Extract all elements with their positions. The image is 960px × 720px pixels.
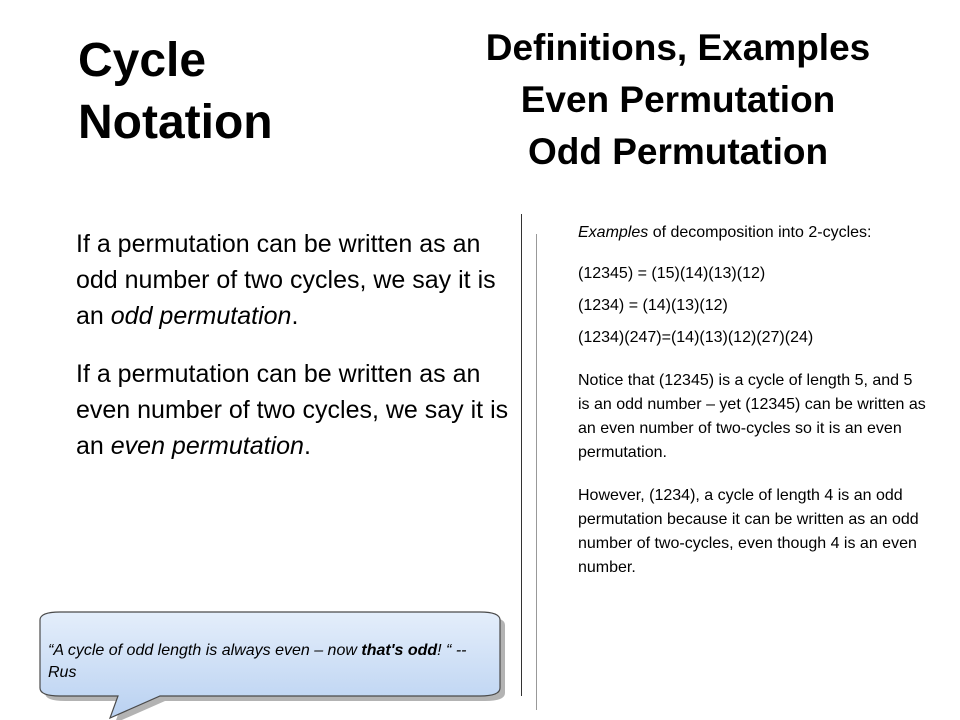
quote-open: “A cycle of odd length is always even – now — [48, 642, 362, 659]
examples-column — [578, 221, 928, 580]
slide-title-line-1: Cycle — [78, 34, 207, 87]
examples-intro-text: of decomposition into 2-cycles: — [648, 224, 872, 241]
slide-title-line-2: Notation — [78, 96, 273, 149]
subtitle-line-1: Definitions, Examples — [485, 27, 871, 68]
example-equation-1: (12345) = (15)(14)(13)(12) — [578, 265, 766, 282]
odd-definition-text: If a permutation can be written as an odd number of two cycles, we say it is an — [76, 230, 496, 330]
slide-subtitle — [418, 22, 938, 178]
examples-intro — [578, 221, 928, 245]
odd-permutation-definition — [76, 226, 516, 334]
quote-close: ! “ -- Rus — [48, 642, 467, 681]
example-equation-3: (1234)(247)=(14)(13)(12)(27)(24) — [578, 329, 814, 346]
subtitle-line-2: Even Permutation — [520, 79, 836, 120]
column-divider — [521, 214, 522, 696]
examples-emphasis: Examples — [578, 224, 649, 241]
subtitle-line-3: Odd Permutation — [527, 131, 829, 172]
even-permutation-definition — [76, 356, 516, 464]
even-definition-text: If a permutation can be written as an even number of two cycles, we say it is an — [76, 360, 509, 460]
column-divider-secondary — [536, 234, 537, 710]
even-definition-end: . — [303, 432, 311, 460]
quote-bold: that's odd — [361, 642, 438, 659]
callout-quote — [48, 640, 488, 684]
even-permutation-term: even permutation — [110, 432, 304, 460]
odd-permutation-term: odd permutation — [110, 302, 292, 330]
slide-title — [78, 30, 273, 154]
definitions-column — [76, 226, 516, 486]
odd-definition-end: . — [291, 302, 299, 330]
example-equation-2: (1234) = (14)(13)(12) — [578, 297, 728, 314]
notice-paragraph: Notice that (12345) is a cycle of length 5, and 5 is an odd number – yet (12345) can be written as an even number of two-cycles so it is an even permutation. — [578, 372, 926, 461]
however-paragraph: However, (1234), a cycle of length 4 is an odd permutation because it can be written as an odd number of two-cycles, even though 4 is an even number. — [578, 487, 919, 576]
